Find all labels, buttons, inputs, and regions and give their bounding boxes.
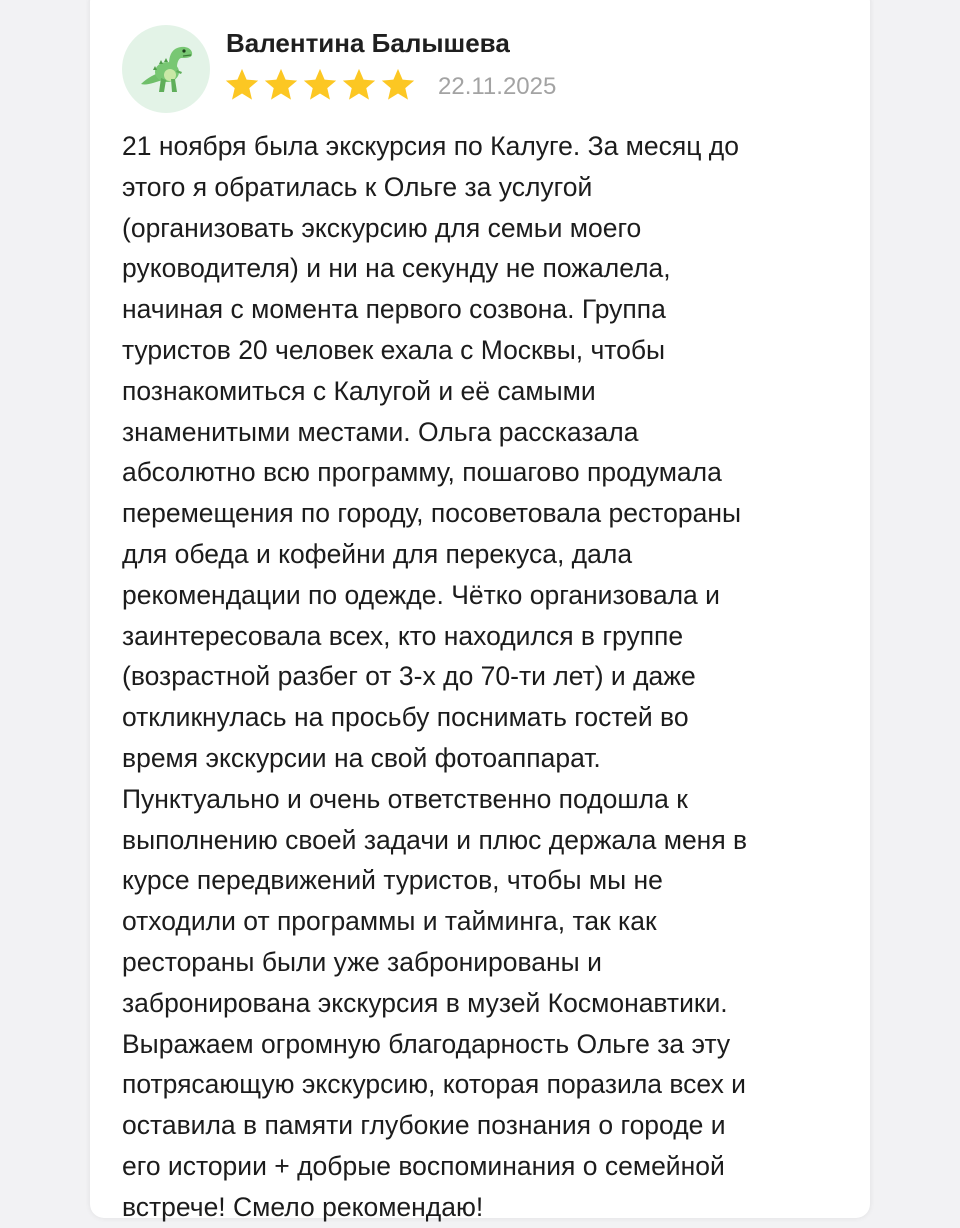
review-text-line: (возрастной разбег от 3-х до 70-ти лет) и даже	[122, 661, 696, 692]
review-text-line: познакомиться с Калугой и её самыми	[122, 375, 596, 406]
review-text-line: время экскурсии на свой фотоаппарат.	[122, 742, 601, 773]
review-text-line: заинтересовала всех, кто находился в группе	[122, 620, 684, 651]
dinosaur-icon	[131, 34, 201, 104]
review-text-line: этого я обратилась к Ольге за услугой	[122, 171, 593, 202]
review-text-line: его истории + добрые воспоминания о семейной	[122, 1150, 725, 1181]
review-text-line: встрече! Смело рекомендаю!	[122, 1191, 484, 1222]
star-icon	[340, 66, 378, 104]
review-text-line: знаменитыми местами. Ольга рассказала	[122, 416, 639, 447]
review-text-line: откликнулась на просьбу поснимать гостей во	[122, 702, 689, 733]
review-text	[122, 126, 842, 1228]
star-icon	[379, 66, 417, 104]
review-text-line: (организовать экскурсию для семьи моего	[122, 212, 642, 243]
review-text-line: рестораны были уже забронированы и	[122, 946, 602, 977]
review-text-line: для обеда и кофейни для перекуса, дала	[122, 538, 633, 569]
review-text-line: перемещения по городу, посоветовала рестораны	[122, 498, 741, 529]
review-text-line: начиная с момента первого созвона. Группа	[122, 294, 666, 325]
review-text-line: забронирована экскурсия в музей Космонавтики.	[122, 987, 728, 1018]
review-text-line: рекомендации по одежде. Чётко организовала и	[122, 579, 720, 610]
review-text-line: выполнению своей задачи и плюс держала меня в	[122, 824, 748, 855]
review-text-line: курсе передвижений туристов, чтобы мы не	[122, 865, 663, 896]
review-date: 22.11.2025	[438, 73, 557, 100]
star-icon	[301, 66, 339, 104]
author-name[interactable]: Валентина Балышева	[226, 28, 510, 58]
review-text-line: потрясающую экскурсию, которая поразила всех и	[122, 1069, 746, 1100]
review-text-line: туристов 20 человек ехала с Москвы, чтобы	[122, 334, 666, 365]
review-text-line: руководителя) и ни на секунду не пожалела,	[122, 253, 671, 284]
star-icon	[262, 66, 300, 104]
review-text-line: Выражаем огромную благодарность Ольге за эту	[122, 1028, 731, 1059]
review-text-line: оставила в памяти глубокие познания о городе и	[122, 1110, 726, 1141]
review-text-line: абсолютно всю программу, пошагово продумала	[122, 457, 722, 488]
review-text-line: отходили от программы и тайминга, так как	[122, 906, 657, 937]
avatar[interactable]	[122, 25, 210, 113]
review-text-line: Пунктуально и очень ответственно подошла к	[122, 783, 688, 814]
star-rating	[223, 66, 418, 104]
review-text-line: 21 ноября была экскурсия по Калуге. За месяц до	[122, 131, 739, 161]
star-icon	[223, 66, 261, 104]
